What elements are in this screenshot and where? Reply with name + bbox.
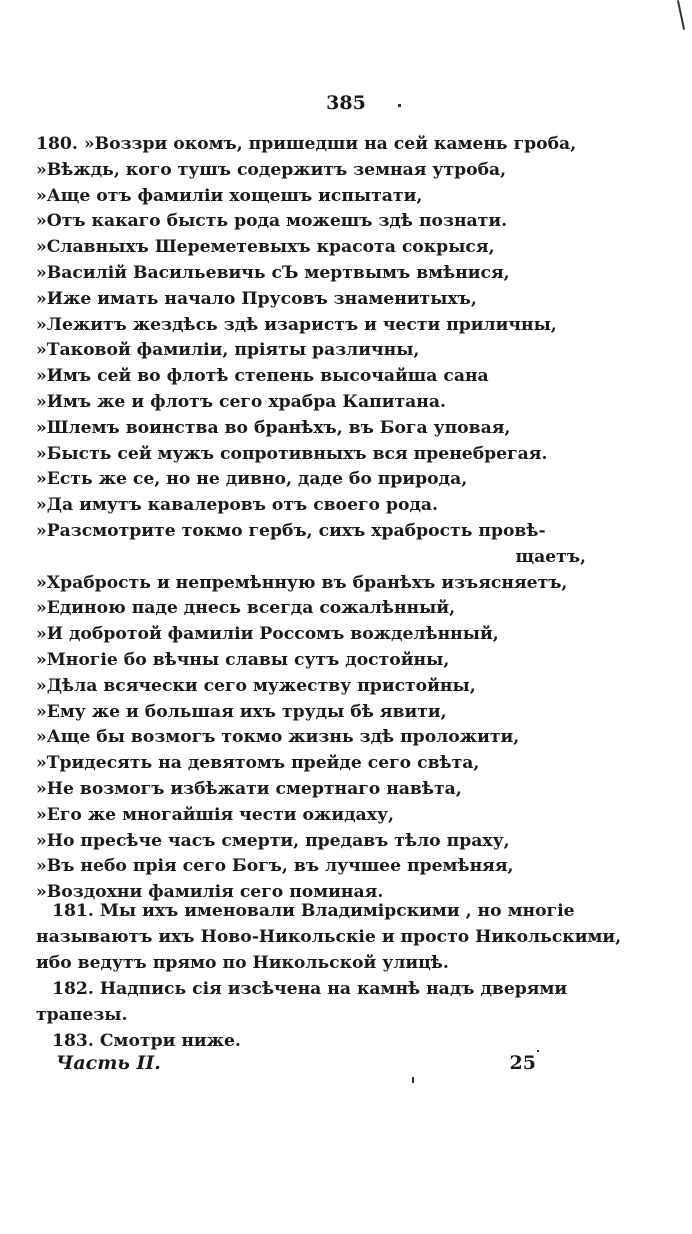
- poem-line: »Аще бы возмогъ токмо жизнь здѣ проложити,: [36, 727, 520, 748]
- poem-line: »Таковой фамиліи, пріяты различны,: [36, 340, 420, 361]
- poem-line: »Имъ сей во флотѣ степень высочайша сана: [36, 366, 489, 387]
- poem-line: »Отъ какаго бысть рода можешъ здѣ познати.: [36, 211, 508, 232]
- poem-line: »Дѣла всячески сего мужеству пристойны,: [36, 675, 476, 696]
- note-182: 182. Надпись сія изсѣчена на камнѣ надъ дверями: [52, 979, 568, 999]
- page-number: 385: [326, 92, 366, 114]
- poem-line: »Имъ же и флотъ сего храбра Капитана.: [36, 391, 446, 412]
- note-181: 181. Мы ихъ именовали Владимірскими , но многіе: [52, 901, 575, 921]
- poem-line: »Храбрость и непремѣнную въ бранѣхъ изъясняетъ,: [36, 572, 568, 593]
- scan-speck: [537, 1050, 539, 1052]
- poem-line: »Въ небо прія сего Богъ, въ лучшее премѣняя,: [36, 856, 514, 877]
- poem-line: »Не возмогъ избѣжати смертнаго навѣта,: [36, 778, 462, 799]
- poem-line: »Бысть сей мужъ сопротивныхъ вся пренебрегая.: [36, 443, 548, 464]
- poem-line: »Вѣждь, кого тушъ содержитъ земная утроба,: [36, 159, 507, 180]
- footnotes: [36, 898, 622, 1054]
- poem-line: »Воздохни фамилія сего поминая.: [36, 882, 384, 903]
- note-181-cont: называютъ ихъ Ново-Никольскіе и просто Никольскими,: [36, 927, 622, 947]
- poem-line: »Его же многайшія чести ожидаху,: [36, 804, 394, 825]
- signature-number: 25: [509, 1052, 536, 1074]
- poem-line: »Тридесять на девятомъ прейде сего свѣта,: [36, 753, 480, 774]
- poem-line: »Ему же и большая ихъ труды бѣ явити,: [36, 701, 447, 722]
- signature-mark: Часть II.: [56, 1052, 161, 1074]
- poem-line: 180. »Воззри окомъ, пришедши на сей камень гроба,: [36, 134, 577, 154]
- note-181-cont: ибо ведутъ прямо по Никольской улицѣ.: [36, 953, 449, 973]
- poem-line: »Василій Васильевичь сЪ мертвымъ вмѣнися,: [36, 262, 510, 283]
- epitaph-poem: [36, 132, 596, 906]
- poem-line: »Аще отъ фамиліи хощешъ испытати,: [36, 185, 423, 206]
- poem-line: »Шлемъ воинства во бранѣхъ, въ Бога уповая,: [36, 417, 511, 438]
- poem-line: »Да имутъ кавалеровъ отъ своего рода.: [36, 495, 439, 516]
- poem-line-continuation: щаетъ,: [515, 546, 586, 567]
- poem-line: »Лежитъ жездѣсь здѣ изаристъ и чести приличны,: [36, 314, 557, 335]
- poem-line: »Но пресѣче часъ смерти, предавъ тѣло праху,: [36, 830, 510, 851]
- note-183: 183. Смотри ниже.: [52, 1031, 241, 1051]
- poem-line: »Славныхъ Шереметевыхъ красота сокрыся,: [36, 237, 495, 258]
- scan-speck: [412, 1077, 414, 1083]
- poem-line: »И добротой фамиліи Россомъ вожделѣнный,: [36, 624, 499, 645]
- poem-line: »Единою паде днесь всегда сожалѣнный,: [36, 598, 456, 619]
- poem-line: »Иже имать начало Прусовъ знаменитыхъ,: [36, 288, 477, 309]
- poem-line: »Разсмотрите токмо гербъ, сихъ храбрость провѣ-: [36, 520, 546, 541]
- scan-mark: [677, 0, 685, 30]
- poem-line: »Есть же се, но не дивно, даде бо природа,: [36, 469, 468, 490]
- poem-line: »Многіе бо вѣчны славы сутъ достойны,: [36, 649, 450, 670]
- note-182-cont: трапезы.: [36, 1005, 128, 1025]
